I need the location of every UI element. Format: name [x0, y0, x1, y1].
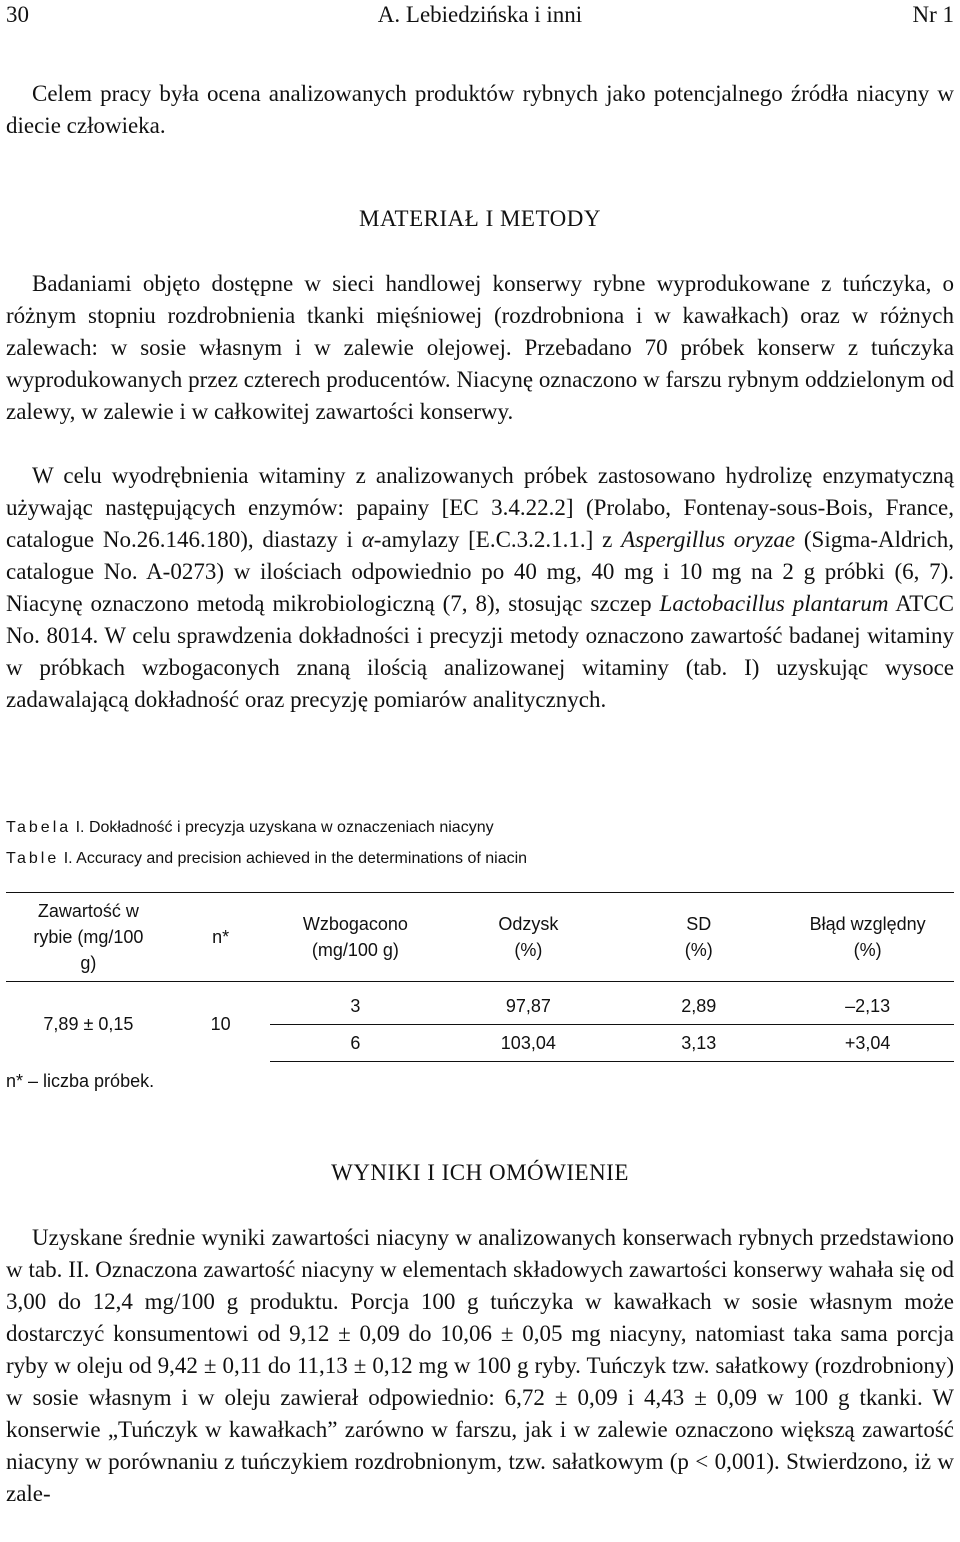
methods-text-part-1: W celu wyodrębnienia witaminy z analizowanych próbek zastosowano hydrolizę enzymatyczną używając następujących enzymów: papainy [EC 3.4.22.2] (Prolabo, Fontenay-sous-Bois, France, catalogue No.26.146.180), diastazy i [6, 463, 954, 552]
alpha-symbol: α [361, 527, 374, 552]
table-header-row [6, 893, 954, 982]
intro-text: Celem pracy była ocena analizowanych produktów rybnych jako potencjalnego źródła niacyny w diecie człowieka. [6, 81, 954, 138]
cell-added: 6 [270, 1025, 440, 1062]
cell-added: 3 [350, 995, 361, 1016]
methods-paragraph-1-text: Badaniami objęto dostępne w sieci handlowej konserwy rybne wyprodukowane z tuńczyka, o różnym stopniu rozdrobnienia tkanki mięśniowej (rozdrobniona i w kawałkach) oraz w różnych zalewach: w sosie własnym i w zalewie olejowej. Przebadano 70 próbek konserw z tuńczyka wyprodukowanych przez czterech producentów. Niacynę oznaczono w farszu rybnym oddzielonym od zalewy, w zalewie i w całkowitej zawartości konserwy. [6, 271, 954, 424]
col-header-n: n* [171, 893, 271, 982]
section-heading-results: WYNIKI I ICH OMÓWIENIE [331, 1160, 629, 1185]
cell-sd: 3,13 [616, 1025, 781, 1062]
table-caption-en [6, 849, 946, 869]
col-header-sd: SD (%) [616, 893, 781, 982]
col-header-added: Wzbogacono (mg/100 g) [270, 893, 440, 982]
cell-sd: 2,89 [681, 995, 717, 1016]
table-caption-pl-label: Tabela [6, 819, 72, 836]
cell-n: 10 [210, 1014, 231, 1035]
col-header-relative-error: Błąd względny (%) [781, 893, 954, 982]
results-paragraph-1 [6, 1222, 954, 1510]
page-number: 30 [6, 2, 29, 27]
cell-error: –2,13 [845, 995, 891, 1016]
cell-recovery: 97,87 [505, 995, 551, 1016]
table-caption-pl-text: I. Dokładność i precyzja uzyskana w oznaczeniach niacyny [71, 819, 494, 836]
table-footnote: n* – liczba próbek. [6, 1071, 155, 1091]
cell-content: 7,89 ± 0,15 [43, 1014, 134, 1035]
table-row [6, 988, 954, 1025]
methods-text-part-2: -amylazy [E.C.3.2.1.1.] z [373, 527, 622, 552]
species-lactobacillus: Lactobacillus plantarum [659, 591, 889, 616]
col-header-recovery: Odzysk (%) [440, 893, 616, 982]
methods-paragraph-2 [6, 460, 954, 716]
table-caption-pl [6, 818, 946, 838]
section-heading-materials-methods: MATERIAŁ I METODY [359, 206, 601, 231]
species-aspergillus: Aspergillus oryzae [621, 527, 796, 552]
table-caption-en-text: I. Accuracy and precision achieved in the determinations of niacin [59, 850, 528, 867]
running-head-authors: A. Lebiedzińska i inni [377, 2, 583, 27]
methods-text-part-3: (Sigma-Aldrich, catalogue No. A-0273) w ilościach odpowiednio po 40 mg, 40 mg i 10 mg na 2 g próbki (6, 7). Niacynę oznaczono metodą mikrobiologiczną (7, 8), stosując szczep [6, 527, 955, 616]
running-header [6, 0, 954, 32]
issue-number: Nr 1 [912, 2, 954, 27]
intro-paragraph [6, 78, 954, 142]
results-paragraph-1-text: Uzyskane średnie wyniki zawartości niacyny w analizowanych konserwach rybnych przedstawiono w tab. II. Oznaczona zawartość niacyny w elementach składowych zawartości konserwy wahała się od 3,00 do 12,4 mg/100 g produktu. Porcja 100 g tuńczyka w kawałkach w sosie własnym może dostarczyć konsumentowi od 9,12 ± 0,09 do 10,06 ± 0,05 mg niacyny, natomiast taka sama porcja ryby w oleju od 9,42 ± 0,11 do 11,13 ± 0,12 mg w 100 g ryby. Tuńczyk tzw. sałatkowy (rozdrobniony) w sosie własnym i w oleju zawierał odpowiednio: 6,72 ± 0,09 i 4,43 ± 0,09 w 100 g tkanki. W konserwie „Tuńczyk w kawałkach” zarówno w farszu, jak i w zalewie oznaczono większą zawartość niacyny w porównaniu z tuńczykiem rozdrobnionym, tzw. sałatkowym (p < 0,001). Stwierdzono, iż w zale- [6, 1225, 954, 1506]
methods-text-part-4: ATCC No. 8014. W celu sprawdzenia dokładności i precyzji metody oznaczono zawartość badanej witaminy w próbkach wzbogaconych znaną ilością analizowanej witaminy (tab. I) uzyskując wysoce zadawalającą dokładność oraz precyzję pomiarów analitycznych. [6, 591, 955, 712]
accuracy-precision-table [6, 892, 954, 1062]
cell-recovery: 103,04 [440, 1025, 616, 1062]
cell-error: +3,04 [781, 1025, 954, 1062]
table-caption-en-label: Table [6, 850, 60, 867]
methods-paragraph-1 [6, 268, 954, 428]
col-header-content: Zawartość w rybie (mg/100 g) [6, 893, 171, 982]
